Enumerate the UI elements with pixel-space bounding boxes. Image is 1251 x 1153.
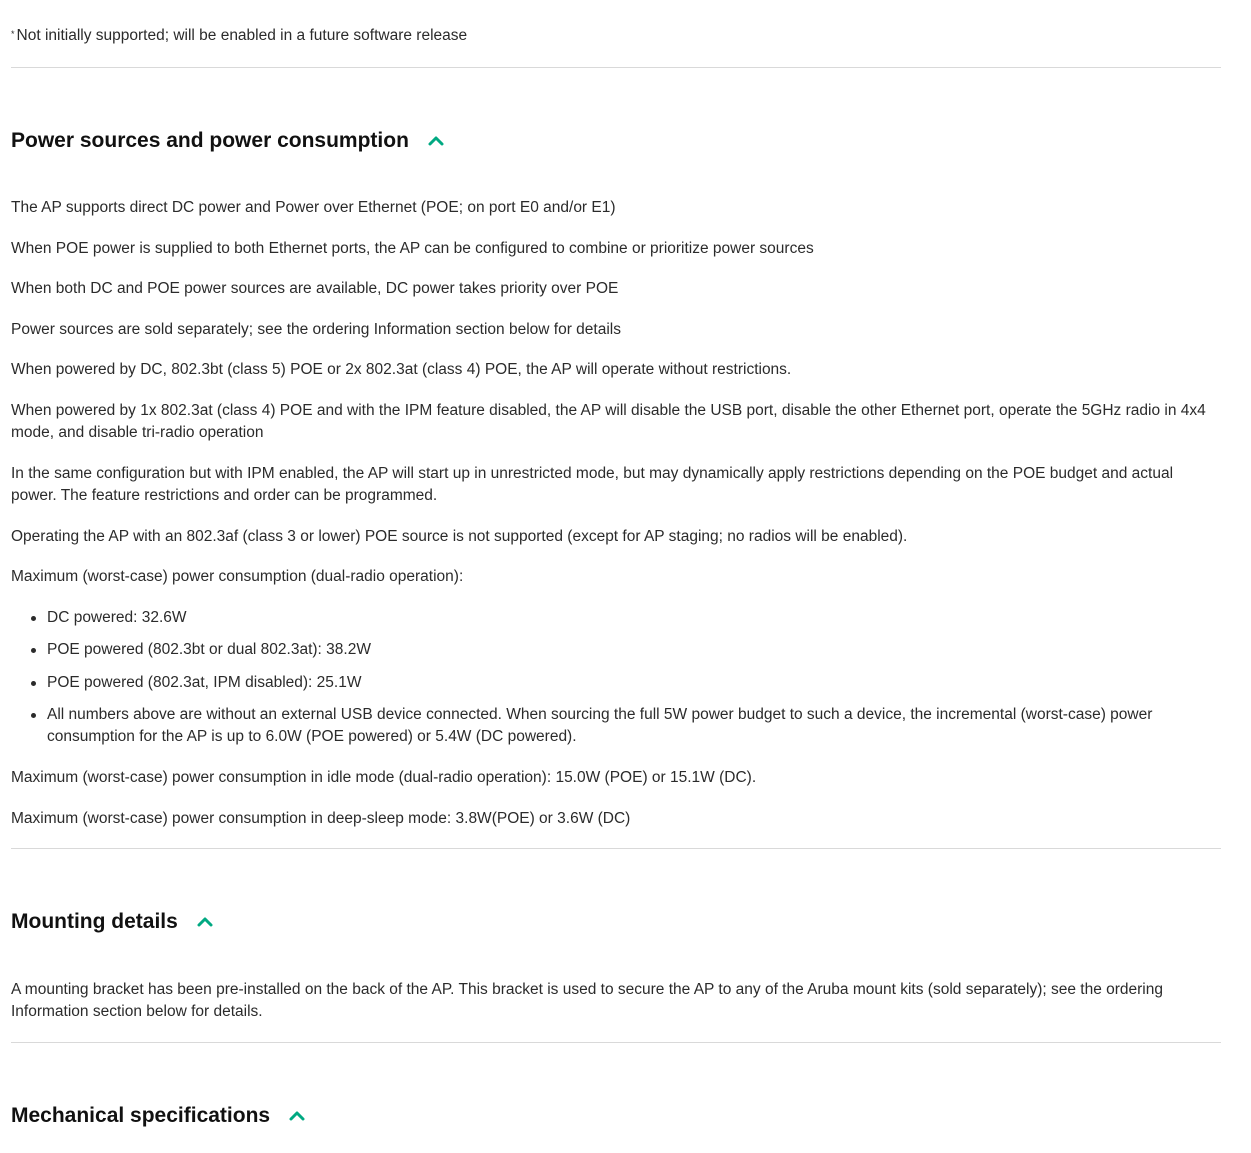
section-title-mechanical: Mechanical specifications bbox=[11, 1104, 271, 1127]
divider bbox=[11, 67, 1221, 68]
footnote-mark: * bbox=[11, 29, 15, 39]
mounting-paragraph: A mounting bracket has been pre-installed on the back of the AP. This bracket is used to secure the AP to any of the Aruba mount kits (sold separately); see the ordering Information section below for details. bbox=[11, 981, 1163, 1020]
divider bbox=[11, 848, 1221, 849]
power-paragraph: Operating the AP with an 802.3af (class 3 or lower) POE source is not supported (except for AP staging; no radios will be enabled). bbox=[11, 528, 908, 545]
section-header-mounting[interactable] bbox=[11, 908, 214, 936]
power-idle-paragraph: Maximum (worst-case) power consumption in idle mode (dual-radio operation): 15.0W (POE) or 15.1W (DC). bbox=[11, 769, 757, 786]
divider bbox=[11, 1042, 1221, 1043]
section-title-mounting: Mounting details bbox=[11, 910, 178, 933]
list-item: POE powered (802.3at, IPM disabled): 25.1W bbox=[11, 672, 1222, 694]
chevron-up-icon[interactable] bbox=[427, 132, 445, 150]
power-paragraph: When POE power is supplied to both Ethernet ports, the AP can be configured to combine or prioritize power sources bbox=[11, 240, 814, 257]
power-paragraph: In the same configuration but with IPM enabled, the AP will start up in unrestricted mode, but may dynamically apply restrictions depending on the POE budget and actual power. The feature restrictions and order can be programmed. bbox=[11, 465, 1174, 504]
list-item: All numbers above are without an external USB device connected. When sourcing the full 5W power budget to such a device, the incremental (worst-case) power consumption for the AP is up to 6.0W (POE powered) or 5.4W (DC powered). bbox=[11, 704, 1187, 748]
power-paragraph: The AP supports direct DC power and Power over Ethernet (POE; on port E0 and/or E1) bbox=[11, 199, 616, 216]
power-paragraph: Power sources are sold separately; see the ordering Information section below for details bbox=[11, 321, 621, 338]
list-item: DC powered: 32.6W bbox=[11, 607, 1222, 629]
section-header-mechanical[interactable] bbox=[11, 1102, 306, 1130]
footnote bbox=[11, 26, 467, 46]
chevron-up-icon[interactable] bbox=[196, 913, 214, 931]
section-header-power[interactable] bbox=[11, 127, 445, 155]
power-paragraph: When powered by DC, 802.3bt (class 5) POE or 2x 802.3at (class 4) POE, the AP will operate without restrictions. bbox=[11, 361, 792, 378]
footnote-text: Not initially supported; will be enabled in a future software release bbox=[16, 27, 468, 44]
list-item: POE powered (802.3bt or dual 802.3at): 38.2W bbox=[11, 639, 1222, 661]
power-deep-sleep-paragraph: Maximum (worst-case) power consumption in deep-sleep mode: 3.8W(POE) or 3.6W (DC) bbox=[11, 810, 631, 827]
section-title-power: Power sources and power consumption bbox=[11, 129, 409, 152]
chevron-up-icon[interactable] bbox=[288, 1107, 306, 1125]
power-consumption-intro: Maximum (worst-case) power consumption (dual-radio operation): bbox=[11, 568, 464, 585]
power-paragraph: When both DC and POE power sources are available, DC power takes priority over POE bbox=[11, 280, 619, 297]
power-paragraph: When powered by 1x 802.3at (class 4) POE and with the IPM feature disabled, the AP will disable the USB port, disable the other Ethernet port, operate the 5GHz radio in 4x4 mode, and disable tri-radio operation bbox=[11, 402, 1206, 441]
